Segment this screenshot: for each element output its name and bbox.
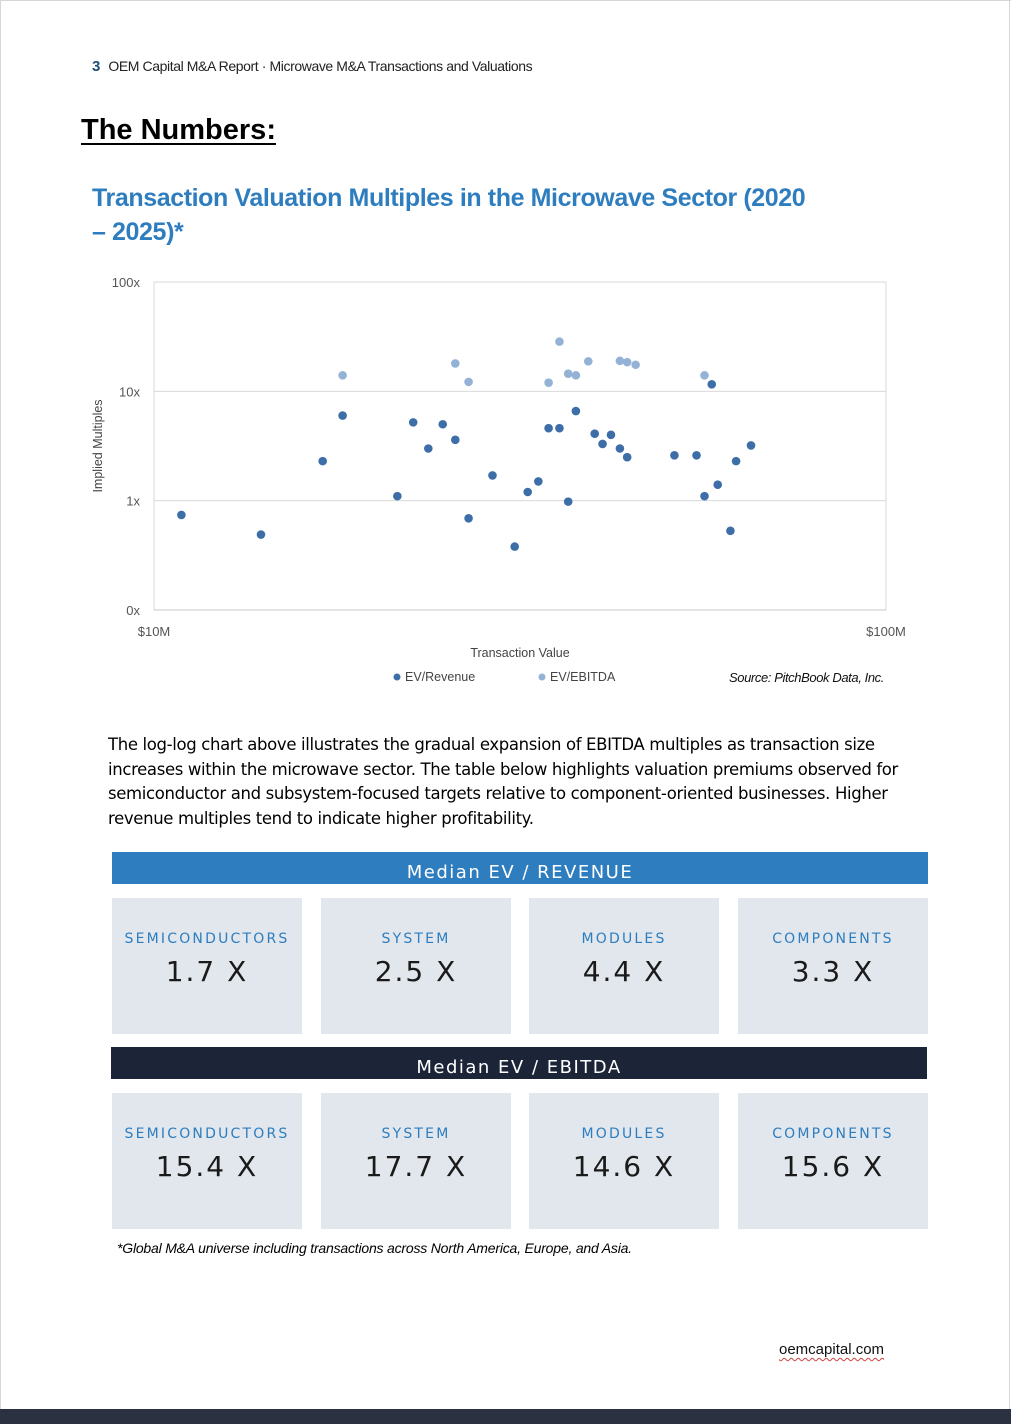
revenue-card-system (321, 898, 511, 1034)
card-value: 2.5 X (374, 955, 458, 988)
running-title: OEM Capital M&A Report · Microwave M&A Transactions and Valuations (108, 58, 533, 74)
data-point-ev-ebitda (564, 369, 573, 378)
card-value: 1.7 X (165, 955, 249, 988)
y-tick-labels (112, 275, 141, 618)
data-point-ev-revenue (555, 424, 564, 433)
data-point-ev-revenue (424, 444, 433, 453)
footnote: *Global M&A universe including transactions across North America, Europe, and Asia. (117, 1240, 632, 1256)
card-value: 17.7 X (364, 1150, 468, 1183)
x-tick-label: $100M (866, 624, 906, 639)
data-point-ev-ebitda (464, 378, 473, 387)
data-point-ev-revenue (692, 451, 701, 460)
data-point-ev-revenue (616, 444, 625, 453)
data-point-ev-revenue (438, 420, 447, 429)
legend (394, 670, 616, 684)
card-label: MODULES (581, 1126, 667, 1142)
data-point-ev-revenue (488, 471, 497, 480)
gridlines (154, 391, 886, 610)
card-value: 14.6 X (572, 1150, 676, 1183)
data-point-ev-revenue (544, 424, 553, 433)
page-number: 3 (92, 58, 101, 75)
data-point-ev-revenue (732, 457, 741, 466)
ebitda-table-header: Median EV / EBITDA (111, 1047, 927, 1079)
data-point-ev-revenue (409, 418, 418, 427)
data-point-ev-ebitda (338, 371, 347, 380)
page-border-top (0, 0, 1011, 1)
scatter-chart (85, 265, 925, 695)
card-label: MODULES (581, 931, 667, 947)
revenue-table-header: Median EV / REVENUE (112, 852, 928, 884)
ebitda-card-system (321, 1093, 511, 1229)
data-point-ev-revenue (451, 436, 460, 445)
chart-title: Transaction Valuation Multiples in the Microwave Sector (2020 – 2025)* (92, 184, 806, 246)
data-point-ev-ebitda (700, 371, 709, 380)
legend-marker-ev-ebitda (539, 674, 546, 681)
legend-label-ev-revenue: EV/Revenue (405, 670, 476, 684)
section-title: The Numbers: (81, 114, 276, 146)
data-point-ev-revenue (338, 411, 347, 420)
card-value: 15.4 X (155, 1150, 259, 1183)
data-point-ev-revenue (700, 492, 709, 501)
source-note: Source: PitchBook Data, Inc. (729, 670, 884, 685)
legend-label-ev-ebitda: EV/EBITDA (550, 670, 616, 684)
data-point-ev-ebitda (555, 337, 564, 346)
data-point-ev-revenue (590, 429, 599, 438)
y-tick-label: 10x (119, 384, 140, 400)
data-point-ev-revenue (257, 530, 266, 539)
data-point-ev-revenue (598, 440, 607, 449)
data-point-ev-revenue (607, 431, 616, 440)
card-label: SEMICONDUCTORS (124, 1126, 290, 1142)
data-point-ev-ebitda (616, 357, 625, 366)
y-tick-label: 1x (126, 493, 140, 509)
data-point-ev-revenue (572, 407, 581, 416)
card-label: SYSTEM (381, 931, 451, 947)
plot-area-border (154, 282, 886, 610)
footer-bar (0, 1409, 1011, 1424)
revenue-card-semiconductors (112, 898, 302, 1034)
card-label: SYSTEM (381, 1126, 451, 1142)
data-point-ev-ebitda (631, 360, 640, 369)
data-point-ev-ebitda (584, 357, 593, 366)
card-value: 4.4 X (582, 955, 666, 988)
data-point-ev-revenue (707, 380, 716, 389)
x-tick-label: $10M (137, 624, 171, 639)
data-point-ev-revenue (726, 527, 735, 536)
revenue-card-components (738, 898, 928, 1034)
website-link[interactable]: oemcapital.com (779, 1341, 885, 1358)
y-tick-label: 0x (126, 603, 140, 618)
page-border-left (0, 0, 1, 1410)
data-point-ev-ebitda (451, 359, 460, 368)
legend-marker-ev-revenue (394, 674, 401, 681)
data-point-ev-revenue (510, 542, 519, 551)
data-points (177, 337, 755, 551)
card-value: 15.6 X (781, 1150, 885, 1183)
running-header (92, 58, 532, 75)
data-point-ev-ebitda (623, 358, 632, 367)
body-paragraph: The log-log chart above illustrates the gradual expansion of EBITDA multiples as transaction size increases within the microwave sector. The table below highlights valuation premiums observed for semiconductor and subsystem-focused targets relative to component-oriented businesses. Higher revenue multiples tend to indicate higher profitability. (108, 735, 898, 828)
data-point-ev-revenue (670, 451, 679, 460)
data-point-ev-revenue (534, 477, 543, 486)
ebitda-card-components (738, 1093, 928, 1229)
x-axis-title: Transaction Value (470, 646, 570, 660)
data-point-ev-revenue (318, 457, 327, 466)
data-point-ev-revenue (464, 514, 473, 523)
y-tick-label: 100x (111, 275, 140, 290)
data-point-ev-revenue (393, 492, 402, 501)
page-border-right (1009, 0, 1010, 1410)
card-label: COMPONENTS (772, 931, 894, 947)
data-point-ev-revenue (523, 488, 532, 497)
data-point-ev-revenue (713, 480, 722, 489)
data-point-ev-ebitda (544, 378, 553, 387)
data-point-ev-revenue (747, 441, 756, 450)
ebitda-card-semiconductors (112, 1093, 302, 1229)
card-label: COMPONENTS (772, 1126, 894, 1142)
card-label: SEMICONDUCTORS (124, 931, 290, 947)
y-axis-title: Implied Multiples (91, 399, 105, 493)
card-value: 3.3 X (791, 955, 875, 988)
ebitda-card-modules (529, 1093, 719, 1229)
data-point-ev-ebitda (572, 371, 581, 380)
data-point-ev-revenue (177, 511, 186, 520)
x-tick-labels (138, 624, 906, 639)
revenue-card-modules (529, 898, 719, 1034)
data-point-ev-revenue (623, 453, 632, 462)
data-point-ev-revenue (564, 497, 573, 506)
